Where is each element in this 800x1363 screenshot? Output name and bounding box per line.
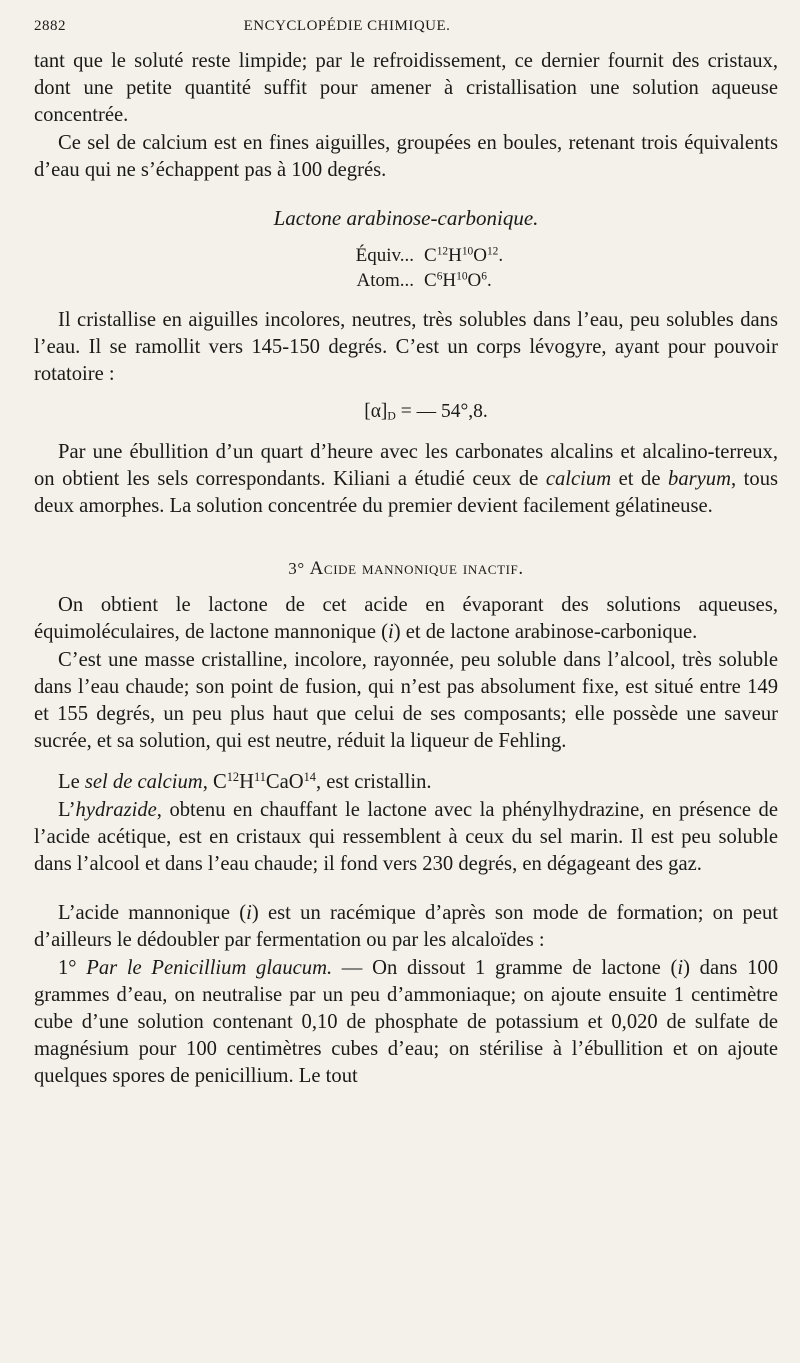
paragraph-5: On obtient le lactone de cet acide en évaporant des solutions aqueuses, équimoléculaires, de lactone mannonique (i) et de lactone arabinose-carbonique. (34, 594, 778, 644)
paragraph-2: Ce sel de calcium est en fines aiguilles, groupées en boules, retenant trois équivalents d’eau qui ne s’échappent pas à 100 degrés. (34, 131, 778, 181)
paragraph-9: L’acide mannonique (i) est un racémique d’après son mode de formation; on peut d’ailleurs le dédoubler par fermentation ou par les alcaloïdes : (34, 902, 778, 952)
paragraph-8: L’hydrazide, obtenu en chauffant le lactone avec la phénylhydrazine, en présence de l’acide acétique, est en cristaux qui ressemblent à ceux du sel marin. Il est peu soluble dans l’alcool et dans l’eau chaude; il fond vers 230 degrés, en dégageant des gaz. (34, 798, 778, 876)
formula-equiv-value: $C^{12}H^{10}O^{12}$. (424, 245, 504, 267)
rotation-equation: $[\alpha]_D$ = — 54°,8. (364, 400, 488, 422)
paragraph-1: tant que le soluté reste limpide; par le refroidissement, ce dernier fournit des cristaux, dont une petite quantité suffit pour amener à cristallisation une solution aqueuse concentrée. (34, 50, 778, 127)
spacer (34, 878, 778, 900)
paragraph-6: C’est une masse cristalline, incolore, rayonnée, peu soluble dans l’alcool, très soluble dans l’eau chaude; son point de fusion, qui n’est pas absolument fixe, est situé entre 149 et 155 degrés, un peu plus haut que celui de ses composants; elle possède une saveur sucrée, et sa solution, qui est neutre, réduit la liqueur de Fehling. (34, 648, 778, 753)
paragraph-4: Par une ébullition d’un quart d’heure avec les carbonates alcalins et alcalino-terreux, on obtient les sels correspondants. Kiliani a étudié ceux de calcium et de baryum, tous deux amorphes. La solution concentrée du premier devient facilement gélatineuse. (34, 440, 778, 518)
running-title: ENCYCLOPÉDIE CHIMIQUE. (243, 18, 451, 34)
paragraph-3: Il cristallise en aiguilles incolores, neutres, très solubles dans l’eau, peu solubles dans l’eau. Il se ramollit vers 145-150 degrés. C’est un corps lévogyre, ayant pour pouvoir rotatoire : (34, 309, 778, 386)
lactone-heading: Lactone arabinose-carbonique. (273, 206, 539, 231)
running-head (34, 18, 778, 44)
paragraph-7: Le sel de calcium, $C^{12}H^{11}CaO^{14}$, est cristallin. (58, 770, 432, 794)
formula-equiv-label: Équiv... (355, 245, 414, 267)
spacer (34, 755, 778, 769)
formula-equiv-row (34, 243, 778, 268)
paragraph-10: 1° Par le Penicillium glaucum. — On dissout 1 gramme de lactone (i) dans 100 grammes d’eau, on neutralise par un peu d’ammoniaque; on ajoute ensuite 1 centimètre cube d’une solution contenant 0,10 de phosphate de potassium et 0,020 de sulfate de magnésium pour 100 centimètres cubes d’eau; on stérilise à l’ébullition et on ajoute quelques spores de penicillium. Le tout (34, 956, 779, 1088)
formula-atom-row (34, 268, 778, 293)
section-title: 3° Acide mannonique inactif. (288, 558, 524, 580)
formula-atom-label: Atom... (356, 270, 414, 292)
formula-atom-value: $C^6H^{10}O^6$. (424, 270, 492, 292)
page-number: 2882 (34, 18, 66, 34)
formula-block (34, 243, 778, 293)
